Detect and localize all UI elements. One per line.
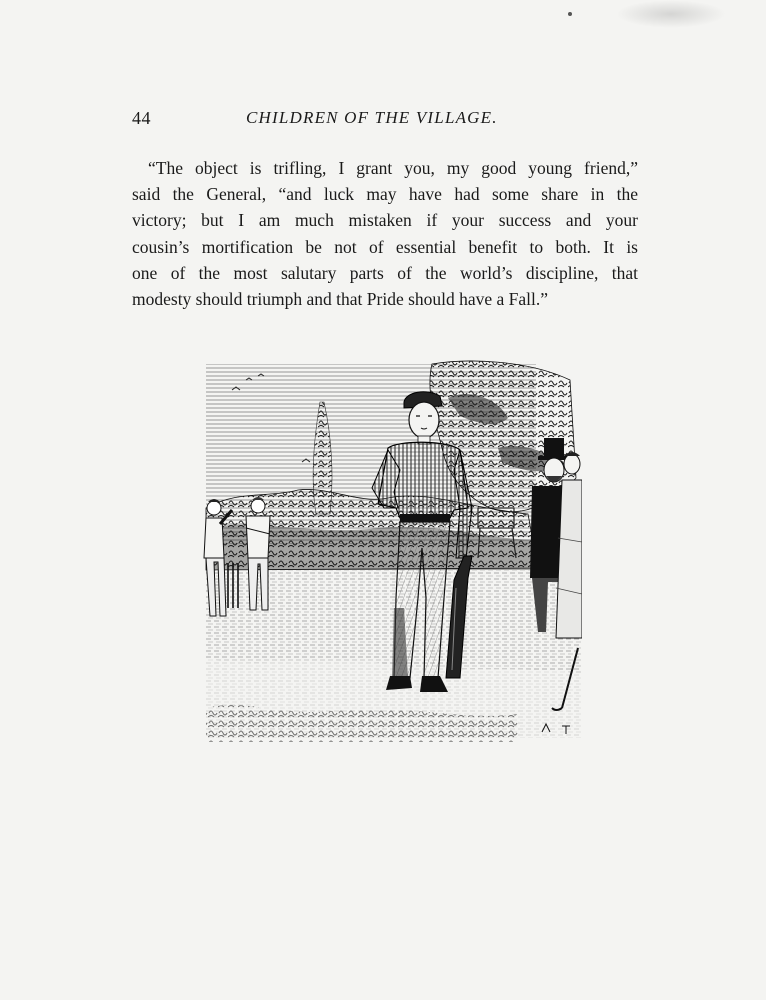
text-line: cousin’s mortification be not of essential benefit to both. It is bbox=[132, 236, 638, 257]
text-line: “The object is trifling, I grant you, my good young friend,” bbox=[148, 158, 638, 178]
print-smudge bbox=[616, 0, 726, 28]
cricket-engraving bbox=[198, 358, 582, 742]
engraving-illustration bbox=[198, 358, 582, 742]
text-line: victory; but I am much mistaken if your success and your bbox=[132, 210, 638, 231]
running-title: CHILDREN OF THE VILLAGE. bbox=[246, 108, 498, 127]
body-paragraph bbox=[132, 155, 638, 312]
running-head bbox=[132, 108, 638, 134]
text-line: modesty should triumph and that Pride should have a Fall.” bbox=[132, 289, 549, 310]
text-line: said the General, “and luck may have had some share in the bbox=[132, 184, 638, 205]
print-speck bbox=[568, 12, 572, 16]
page-number: 44 bbox=[132, 108, 151, 128]
text-line: one of the most salutary parts of the world’s discipline, that bbox=[132, 262, 638, 283]
